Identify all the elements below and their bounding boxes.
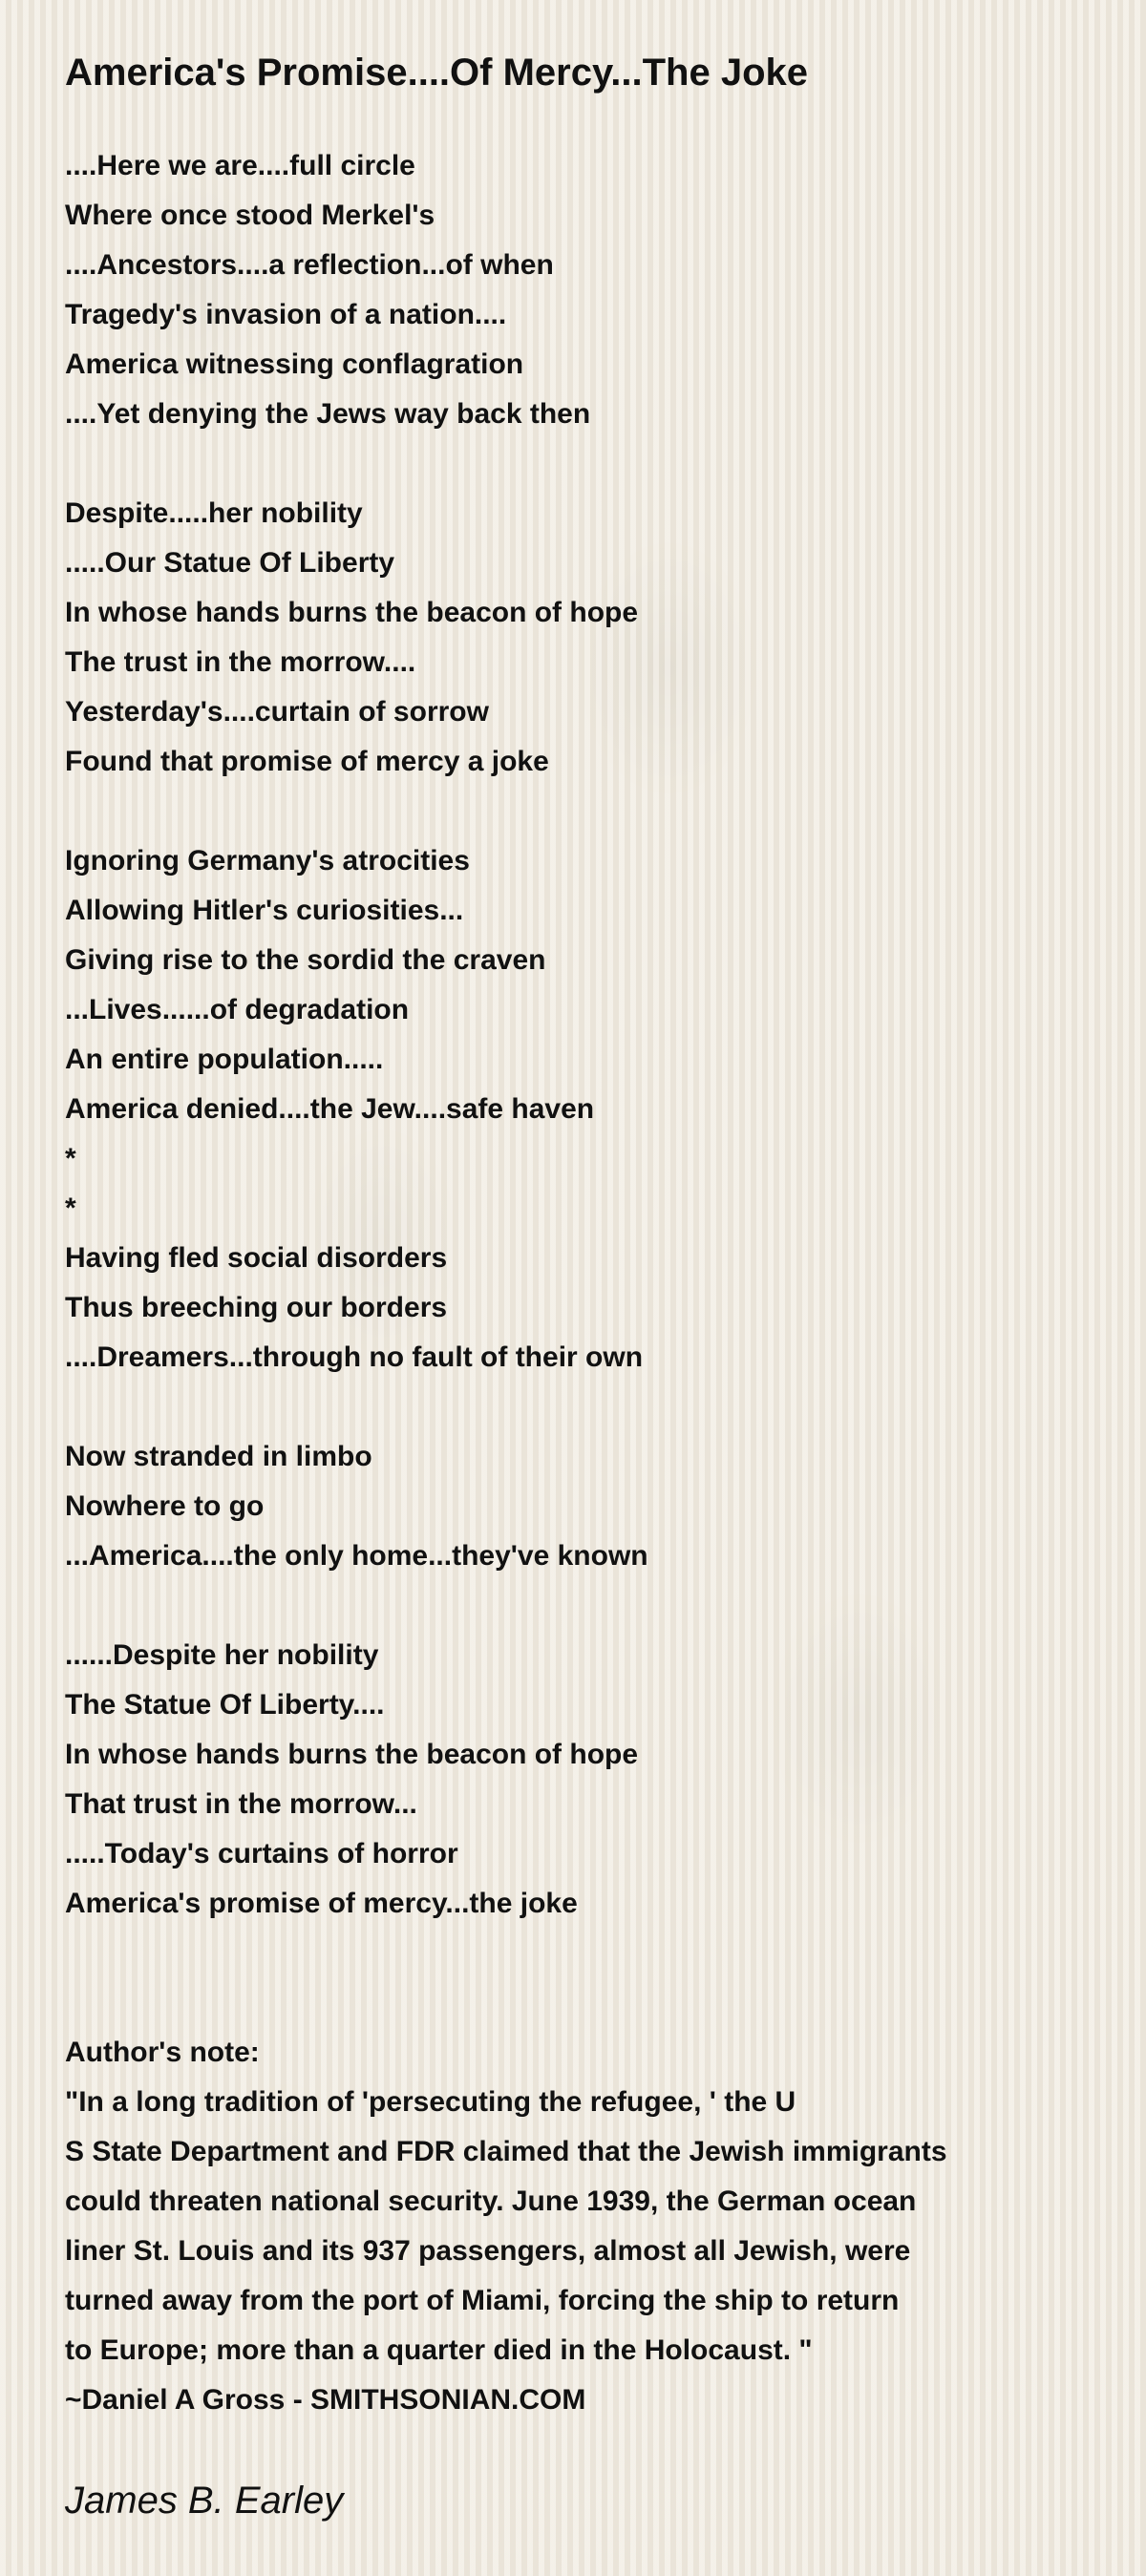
poem-line: Despite.....her nobility <box>65 497 363 529</box>
poem-line: .....Today's curtains of horror <box>65 1838 458 1869</box>
poem-line: ...America....the only home...they've known <box>65 1540 648 1572</box>
poem-line: Giving rise to the sordid the craven <box>65 944 546 976</box>
author-note-line: "In a long tradition of 'persecuting the refugee, ' the U <box>65 2086 796 2118</box>
author-note-line: could threaten national security. June 1939, the German ocean <box>65 2185 917 2217</box>
poem-line: That trust in the morrow... <box>65 1788 417 1820</box>
poem-line: ...Lives......of degradation <box>65 994 410 1025</box>
author-note-line: liner St. Louis and its 937 passengers, almost all Jewish, were <box>65 2235 911 2267</box>
author-note-line: S State Department and FDR claimed that the Jewish immigrants <box>65 2136 947 2167</box>
poem-line: The Statue Of Liberty.... <box>65 1689 385 1721</box>
stanza-break <box>65 1581 1081 1631</box>
poem-line: Found that promise of mercy a joke <box>65 746 549 777</box>
poem-line: America denied....the Jew....safe haven <box>65 1093 595 1125</box>
poem-line: An entire population..... <box>65 1044 384 1075</box>
poem-line: In whose hands burns the beacon of hope <box>65 1739 639 1770</box>
author-note-heading: Author's note: <box>65 2037 260 2068</box>
poem-line: Ignoring Germany's atrocities <box>65 845 470 876</box>
poem-line: America witnessing conflagration <box>65 348 524 380</box>
poem-body <box>65 141 1081 2425</box>
poem-line: America's promise of mercy...the joke <box>65 1888 578 1919</box>
poem-line: * <box>65 1193 76 1224</box>
poem-line: Allowing Hitler's curiosities... <box>65 895 464 926</box>
stanza-break <box>65 439 1081 489</box>
poem-line: Having fled social disorders <box>65 1242 448 1274</box>
poem-line: .....Our Statue Of Liberty <box>65 547 395 579</box>
author-name: James B. Earley <box>65 2480 344 2522</box>
poem-line: Nowhere to go <box>65 1490 265 1522</box>
stanza-break <box>65 1383 1081 1432</box>
poem-line: * <box>65 1143 76 1174</box>
poem-line: Where once stood Merkel's <box>65 200 435 231</box>
poem-line: Tragedy's invasion of a nation.... <box>65 299 507 330</box>
poem-line: ....Ancestors....a reflection...of when <box>65 249 554 281</box>
stanza-break <box>65 787 1081 836</box>
stanza-break <box>65 1978 1081 2028</box>
author-note-line: to Europe; more than a quarter died in the Holocaust. " <box>65 2334 813 2366</box>
stanza-break <box>65 1929 1081 1978</box>
poem-line: ....Dreamers...through no fault of their own <box>65 1341 644 1373</box>
author-note-line: turned away from the port of Miami, forcing the ship to return <box>65 2285 900 2316</box>
poem-title: America's Promise....Of Mercy...The Joke <box>65 52 808 94</box>
poem-line: ....Here we are....full circle <box>65 150 415 181</box>
poem-line: The trust in the morrow.... <box>65 646 416 678</box>
poem-line: Yesterday's....curtain of sorrow <box>65 696 489 728</box>
author-note-source: ~Daniel A Gross - SMITHSONIAN.COM <box>65 2384 586 2416</box>
poem-line: ......Despite her nobility <box>65 1639 379 1671</box>
poem-line: Thus breeching our borders <box>65 1292 448 1323</box>
poem-line: ....Yet denying the Jews way back then <box>65 398 591 430</box>
poem-line: In whose hands burns the beacon of hope <box>65 597 639 628</box>
poem-line: Now stranded in limbo <box>65 1441 372 1472</box>
